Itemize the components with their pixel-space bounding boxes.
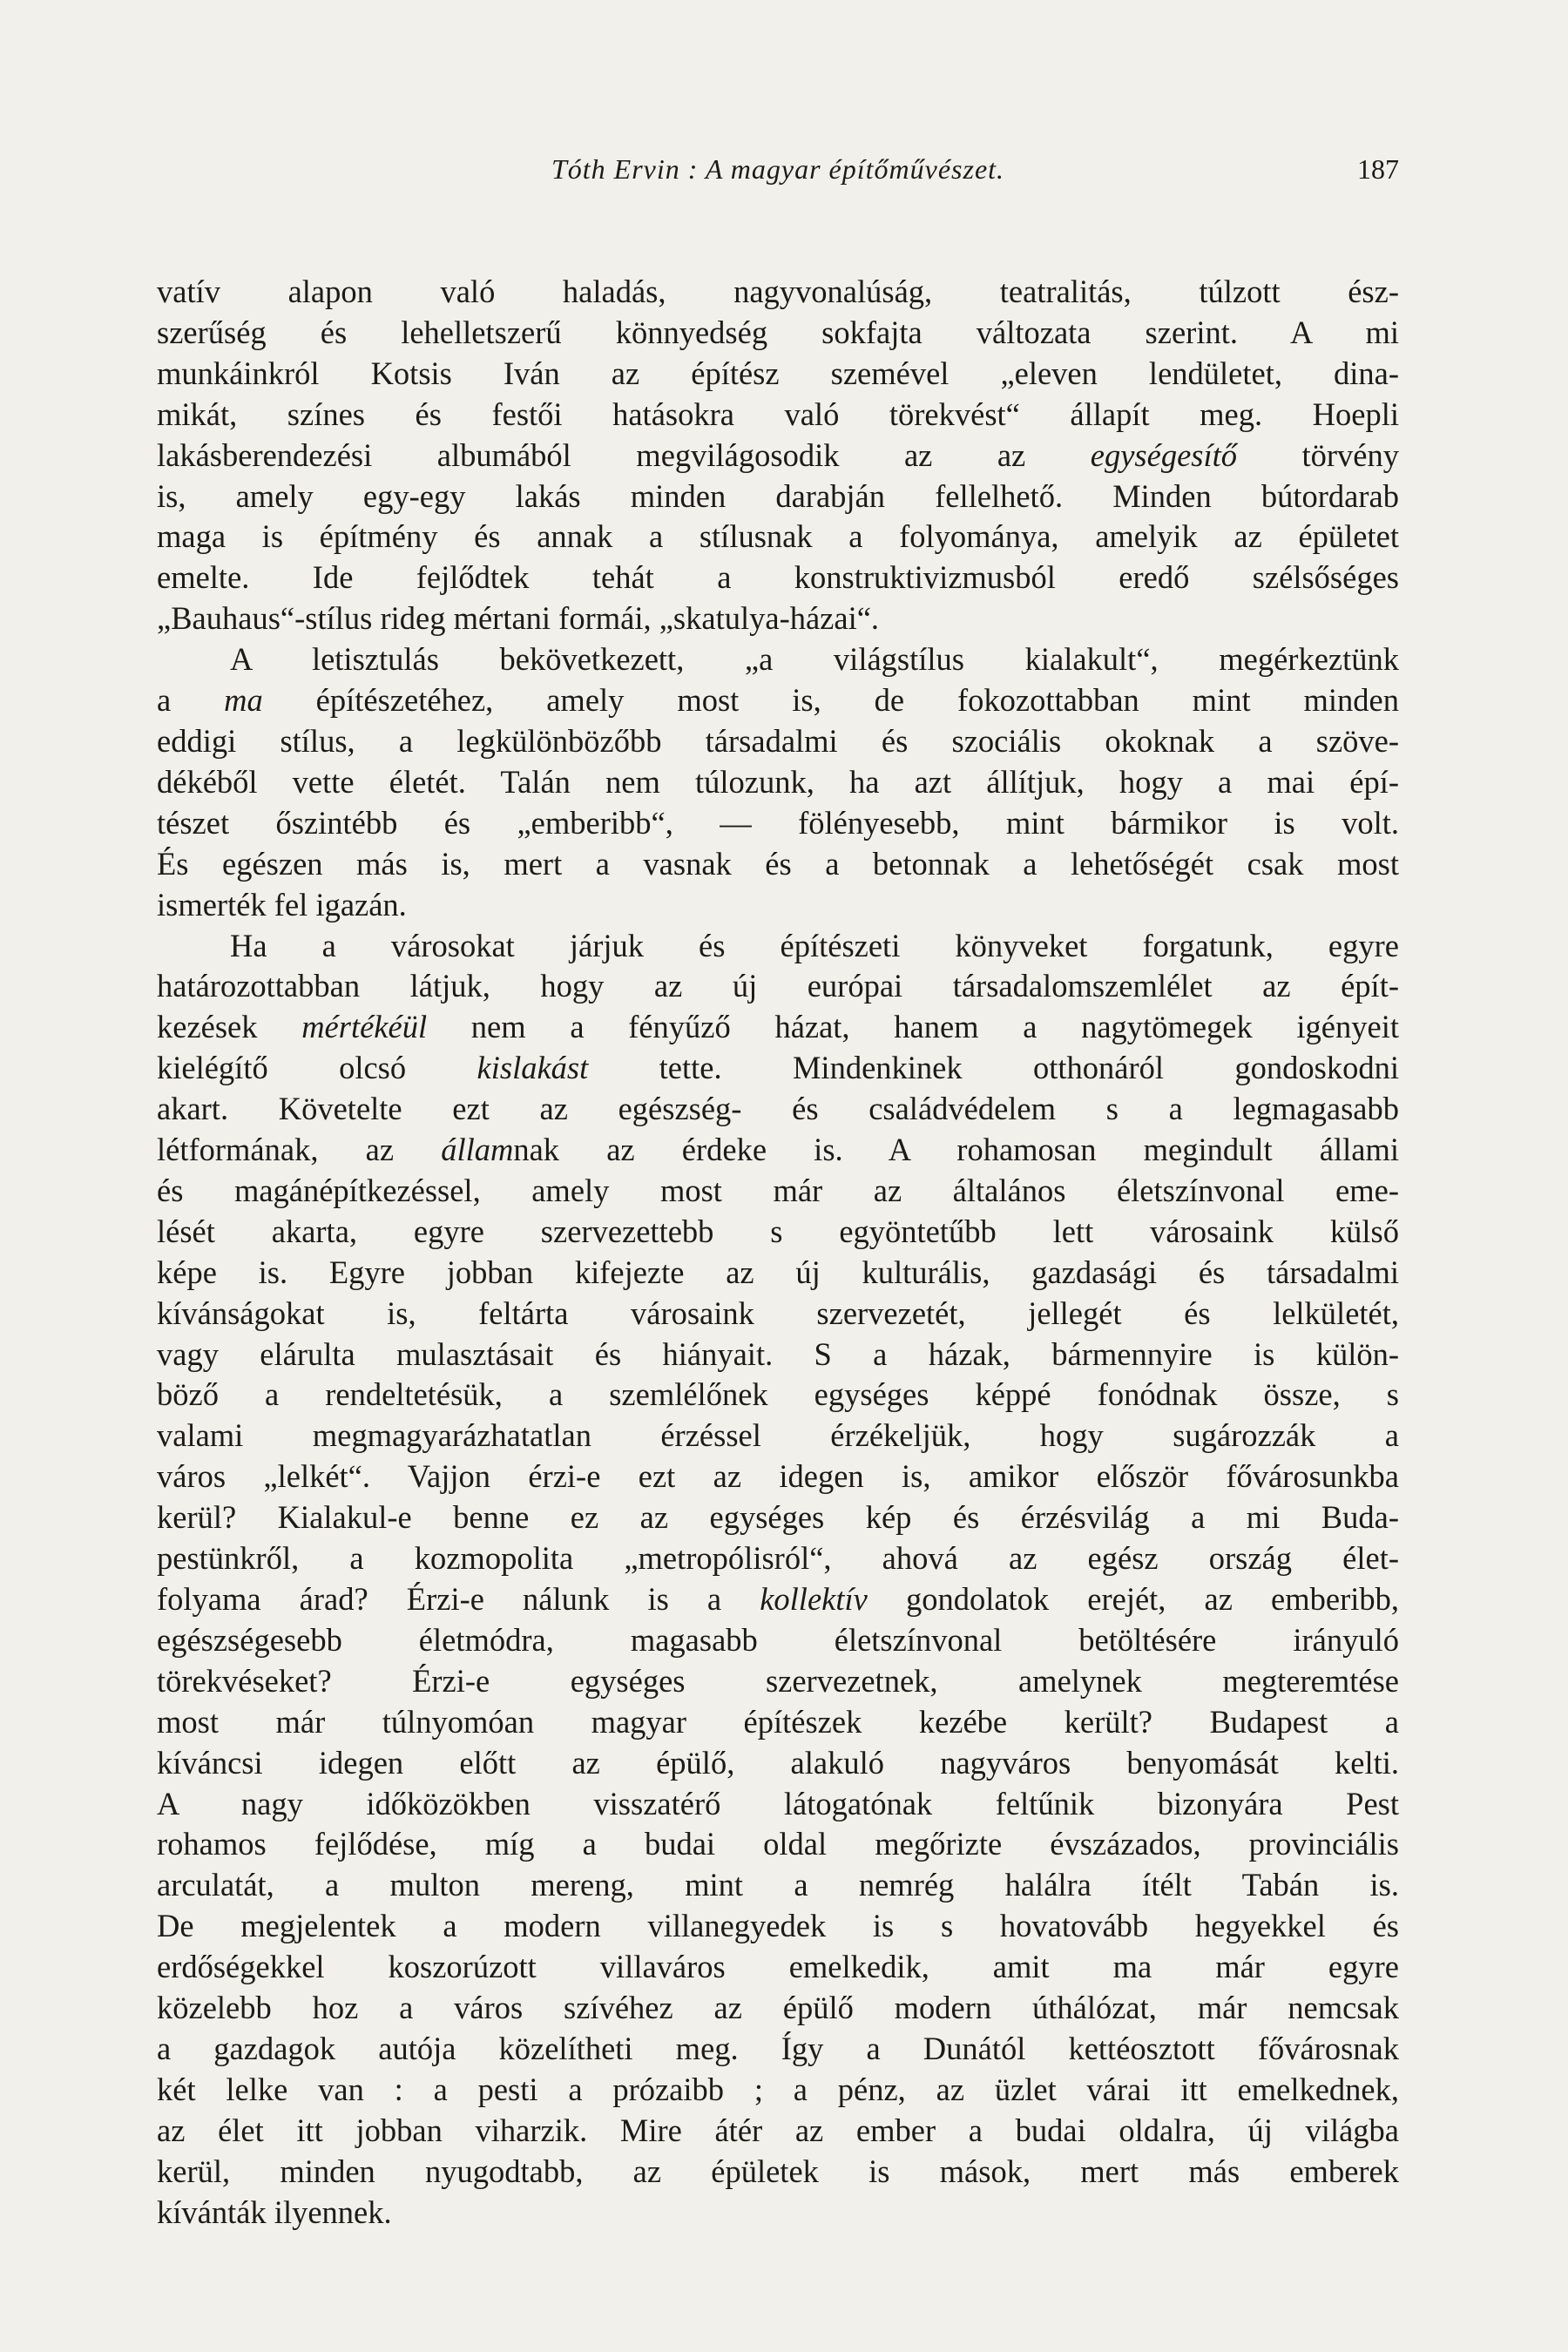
text-run: kíváncsi idegen előtt az épülő, alakuló nagyváros benyomását kelti. (157, 1744, 1399, 1781)
text-run: A nagy időközökben visszatérő látogatónak feltűnik bizonyára Pest (157, 1785, 1399, 1821)
text-run: létformának, az (157, 1132, 442, 1168)
text-line (157, 844, 1399, 885)
paragraph (157, 639, 1399, 925)
text-line (157, 598, 1399, 639)
text-run: város „lelkét“. Vajjon érzi-e ezt az idegen is, amikor először fővárosunkba (157, 1458, 1399, 1495)
text-line (157, 395, 1399, 436)
text-line (157, 680, 1399, 721)
text-run: kielégítő olcsó (157, 1050, 477, 1086)
text-line (157, 721, 1399, 762)
text-line (157, 1824, 1399, 1865)
text-line (157, 1048, 1399, 1089)
text-line (157, 2070, 1399, 2111)
text-line (157, 1456, 1399, 1497)
italic-term: egységesítő (1090, 436, 1238, 473)
text-run: munkáinkról Kotsis Iván az építész szemével „eleven lendületet, dina- (157, 355, 1399, 391)
text-line (157, 762, 1399, 803)
text-run: kívánságokat is, feltárta városaink szervezetét, jellegét és lelkületét, (157, 1294, 1399, 1331)
text-line (157, 2193, 1399, 2234)
text-run: tészet őszintébb és „emberibb“, — fölényesebb, mint bármikor is volt. (157, 804, 1399, 841)
text-run: böző a rendeltetésük, a szemlélőnek egységes képpé fonódnak össze, s (157, 1376, 1399, 1413)
text-line (157, 1089, 1399, 1130)
text-line (157, 1579, 1399, 1620)
text-run: most már túlnyomóan magyar építészek kezébe került? Budapest a (157, 1703, 1399, 1740)
text-run: kezések (157, 1009, 302, 1045)
text-run: lakásberendezési albumából megvilágosodik az az (157, 436, 1091, 473)
italic-term: kollektív (760, 1581, 868, 1617)
text-run: határozottabban látjuk, hogy az új európai társadalomszemlélet az épít- (157, 968, 1399, 1004)
text-line (157, 1212, 1399, 1253)
text-run: És egészen más is, mert a vasnak és a betonnak a lehetőségét csak most (157, 845, 1399, 882)
body-text (157, 272, 1399, 2234)
text-run: A letisztulás bekövetkezett, „a világstílus kialakult“, megérkeztünk (230, 641, 1399, 678)
text-line (157, 2111, 1399, 2152)
text-run: pestünkről, a kozmopolita „metropólisról“, ahová az egész ország élet- (157, 1540, 1399, 1577)
text-line (157, 926, 1399, 967)
text-run: Ha a városokat járjuk és építészeti könyveket forgatunk, egyre (230, 927, 1399, 963)
text-run: és magánépítkezéssel, amely most már az általános életszínvonal eme- (157, 1172, 1399, 1208)
text-run: egészségesebb életmódra, magasabb életszínvonal betöltésére irányuló (157, 1621, 1399, 1658)
italic-term: mértékéül (301, 1009, 428, 1045)
text-line (157, 1375, 1399, 1416)
italic-term: állam (441, 1132, 514, 1168)
paragraph (157, 272, 1399, 639)
text-line (157, 558, 1399, 598)
text-run: maga is építmény és annak a stílusnak a folyománya, amelyik az épületet (157, 518, 1399, 555)
text-line (157, 1865, 1399, 1906)
text-line (157, 1906, 1399, 1947)
text-run: kívánták ilyennek. (157, 2193, 392, 2230)
text-line (157, 272, 1399, 313)
text-run: kerül, minden nyugodtabb, az épületek is mások, mert más emberek (157, 2153, 1399, 2189)
text-line (157, 639, 1399, 680)
text-run: tette. Mindenkinek otthonáról gondoskodni (588, 1050, 1399, 1086)
text-line (157, 1497, 1399, 1538)
text-line (157, 1130, 1399, 1171)
text-line (157, 436, 1399, 476)
text-run: arculatát, a multon mereng, mint a nemrég halálra ítélt Tabán is. (157, 1867, 1399, 1903)
page-number: 187 (1357, 153, 1399, 185)
text-line (157, 1538, 1399, 1579)
text-run: eddigi stílus, a legkülönbözőbb társadalmi és szociális okoknak a szöve- (157, 722, 1399, 759)
text-run: két lelke van : a pesti a prózaibb ; a pénz, az üzlet várai itt emelkednek, (157, 2071, 1399, 2107)
text-run: vagy elárulta mulasztásait és hiányait. S a házak, bármennyire is külön- (157, 1335, 1399, 1372)
text-line (157, 803, 1399, 844)
text-run: valami megmagyarázhatatlan érzéssel érzékeljük, hogy sugározzák a (157, 1417, 1399, 1454)
text-line (157, 1620, 1399, 1661)
text-run: erdőségekkel koszorúzott villaváros emelkedik, amit ma már egyre (157, 1949, 1399, 1985)
text-run: rohamos fejlődése, míg a budai oldal megőrizte évszázados, provinciális (157, 1826, 1399, 1862)
text-line (157, 1784, 1399, 1825)
text-run: De megjelentek a modern villanegyedek is s hovatovább hegyekkel és (157, 1908, 1399, 1944)
text-run: is, amely egy-egy lakás minden darabján fellelhető. Minden bútordarab (157, 477, 1399, 514)
text-run: folyama árad? Érzi-e nálunk is a (157, 1581, 760, 1617)
running-head-title: Tóth Ervin : A magyar építőművészet. (551, 153, 1005, 185)
text-line (157, 966, 1399, 1007)
text-run: a gazdagok autója közelítheti meg. Így a Dunától kettéosztott fővárosnak (157, 2030, 1399, 2066)
text-run: kerül? Kialakul-e benne ez az egységes kép és érzésvilág a mi Buda- (157, 1499, 1399, 1536)
text-line (157, 2152, 1399, 2193)
text-run: képe is. Egyre jobban kifejezte az új kulturális, gazdasági és társadalmi (157, 1254, 1399, 1290)
text-line (157, 1171, 1399, 1212)
text-line (157, 1661, 1399, 1702)
text-line (157, 1253, 1399, 1294)
text-run: dékéből vette életét. Talán nem túlozunk, ha azt állítjuk, hogy a mai épí- (157, 763, 1399, 800)
text-run: szerűség és lehelletszerű könnyedség sokfajta változata szerint. A mi (157, 314, 1399, 350)
text-line (157, 1335, 1399, 1375)
text-line (157, 1743, 1399, 1784)
text-line (157, 1007, 1399, 1048)
text-line (157, 885, 1399, 926)
text-run: „Bauhaus“-stílus rideg mértani formái, „skatulya-házai“. (157, 600, 880, 637)
text-run: emelte. Ide fejlődtek tehát a konstruktivizmusból eredő szélsőséges (157, 559, 1399, 596)
paragraph (157, 926, 1399, 2234)
text-run: nem a fényűző házat, hanem a nagytömegek igényeit (427, 1009, 1399, 1045)
text-run: törekvéseket? Érzi-e egységes szervezetnek, amelynek megteremtése (157, 1662, 1399, 1699)
text-run: a (157, 682, 225, 719)
text-run: mikát, színes és festői hatásokra való törekvést“ állapít meg. Hoepli (157, 395, 1399, 432)
text-run: közelebb hoz a város szívéhez az épülő modern úthálózat, már nemcsak (157, 1990, 1399, 2026)
text-line (157, 313, 1399, 354)
running-head (157, 153, 1399, 192)
text-run: gondolatok erejét, az emberibb, (867, 1581, 1399, 1617)
text-run: nak az érdeke is. A rohamosan megindult állami (513, 1132, 1399, 1168)
text-line (157, 1416, 1399, 1456)
text-line (157, 1702, 1399, 1743)
text-run: építészetéhez, amely most is, de fokozottabban mint minden (262, 682, 1399, 719)
italic-term: ma (224, 682, 263, 719)
text-line (157, 1294, 1399, 1335)
text-run: az élet itt jobban viharzik. Mire átér az ember a budai oldalra, új világba (157, 2112, 1399, 2148)
text-line (157, 476, 1399, 517)
text-run: akart. Követelte ezt az egészség- és családvédelem s a legmagasabb (157, 1091, 1399, 1127)
text-line (157, 517, 1399, 558)
text-run: ismerték fel igazán. (157, 886, 407, 923)
text-line (157, 1988, 1399, 2029)
text-run: vatív alapon való haladás, nagyvonalúság, teatralitás, túlzott ész- (157, 274, 1399, 309)
text-run: lését akarta, egyre szervezettebb s egyöntetűbb lett városaink külső (157, 1213, 1399, 1249)
text-run: törvény (1237, 436, 1399, 473)
italic-term: kislakást (476, 1050, 589, 1086)
text-line (157, 354, 1399, 395)
text-line (157, 1947, 1399, 1988)
text-line (157, 2029, 1399, 2070)
